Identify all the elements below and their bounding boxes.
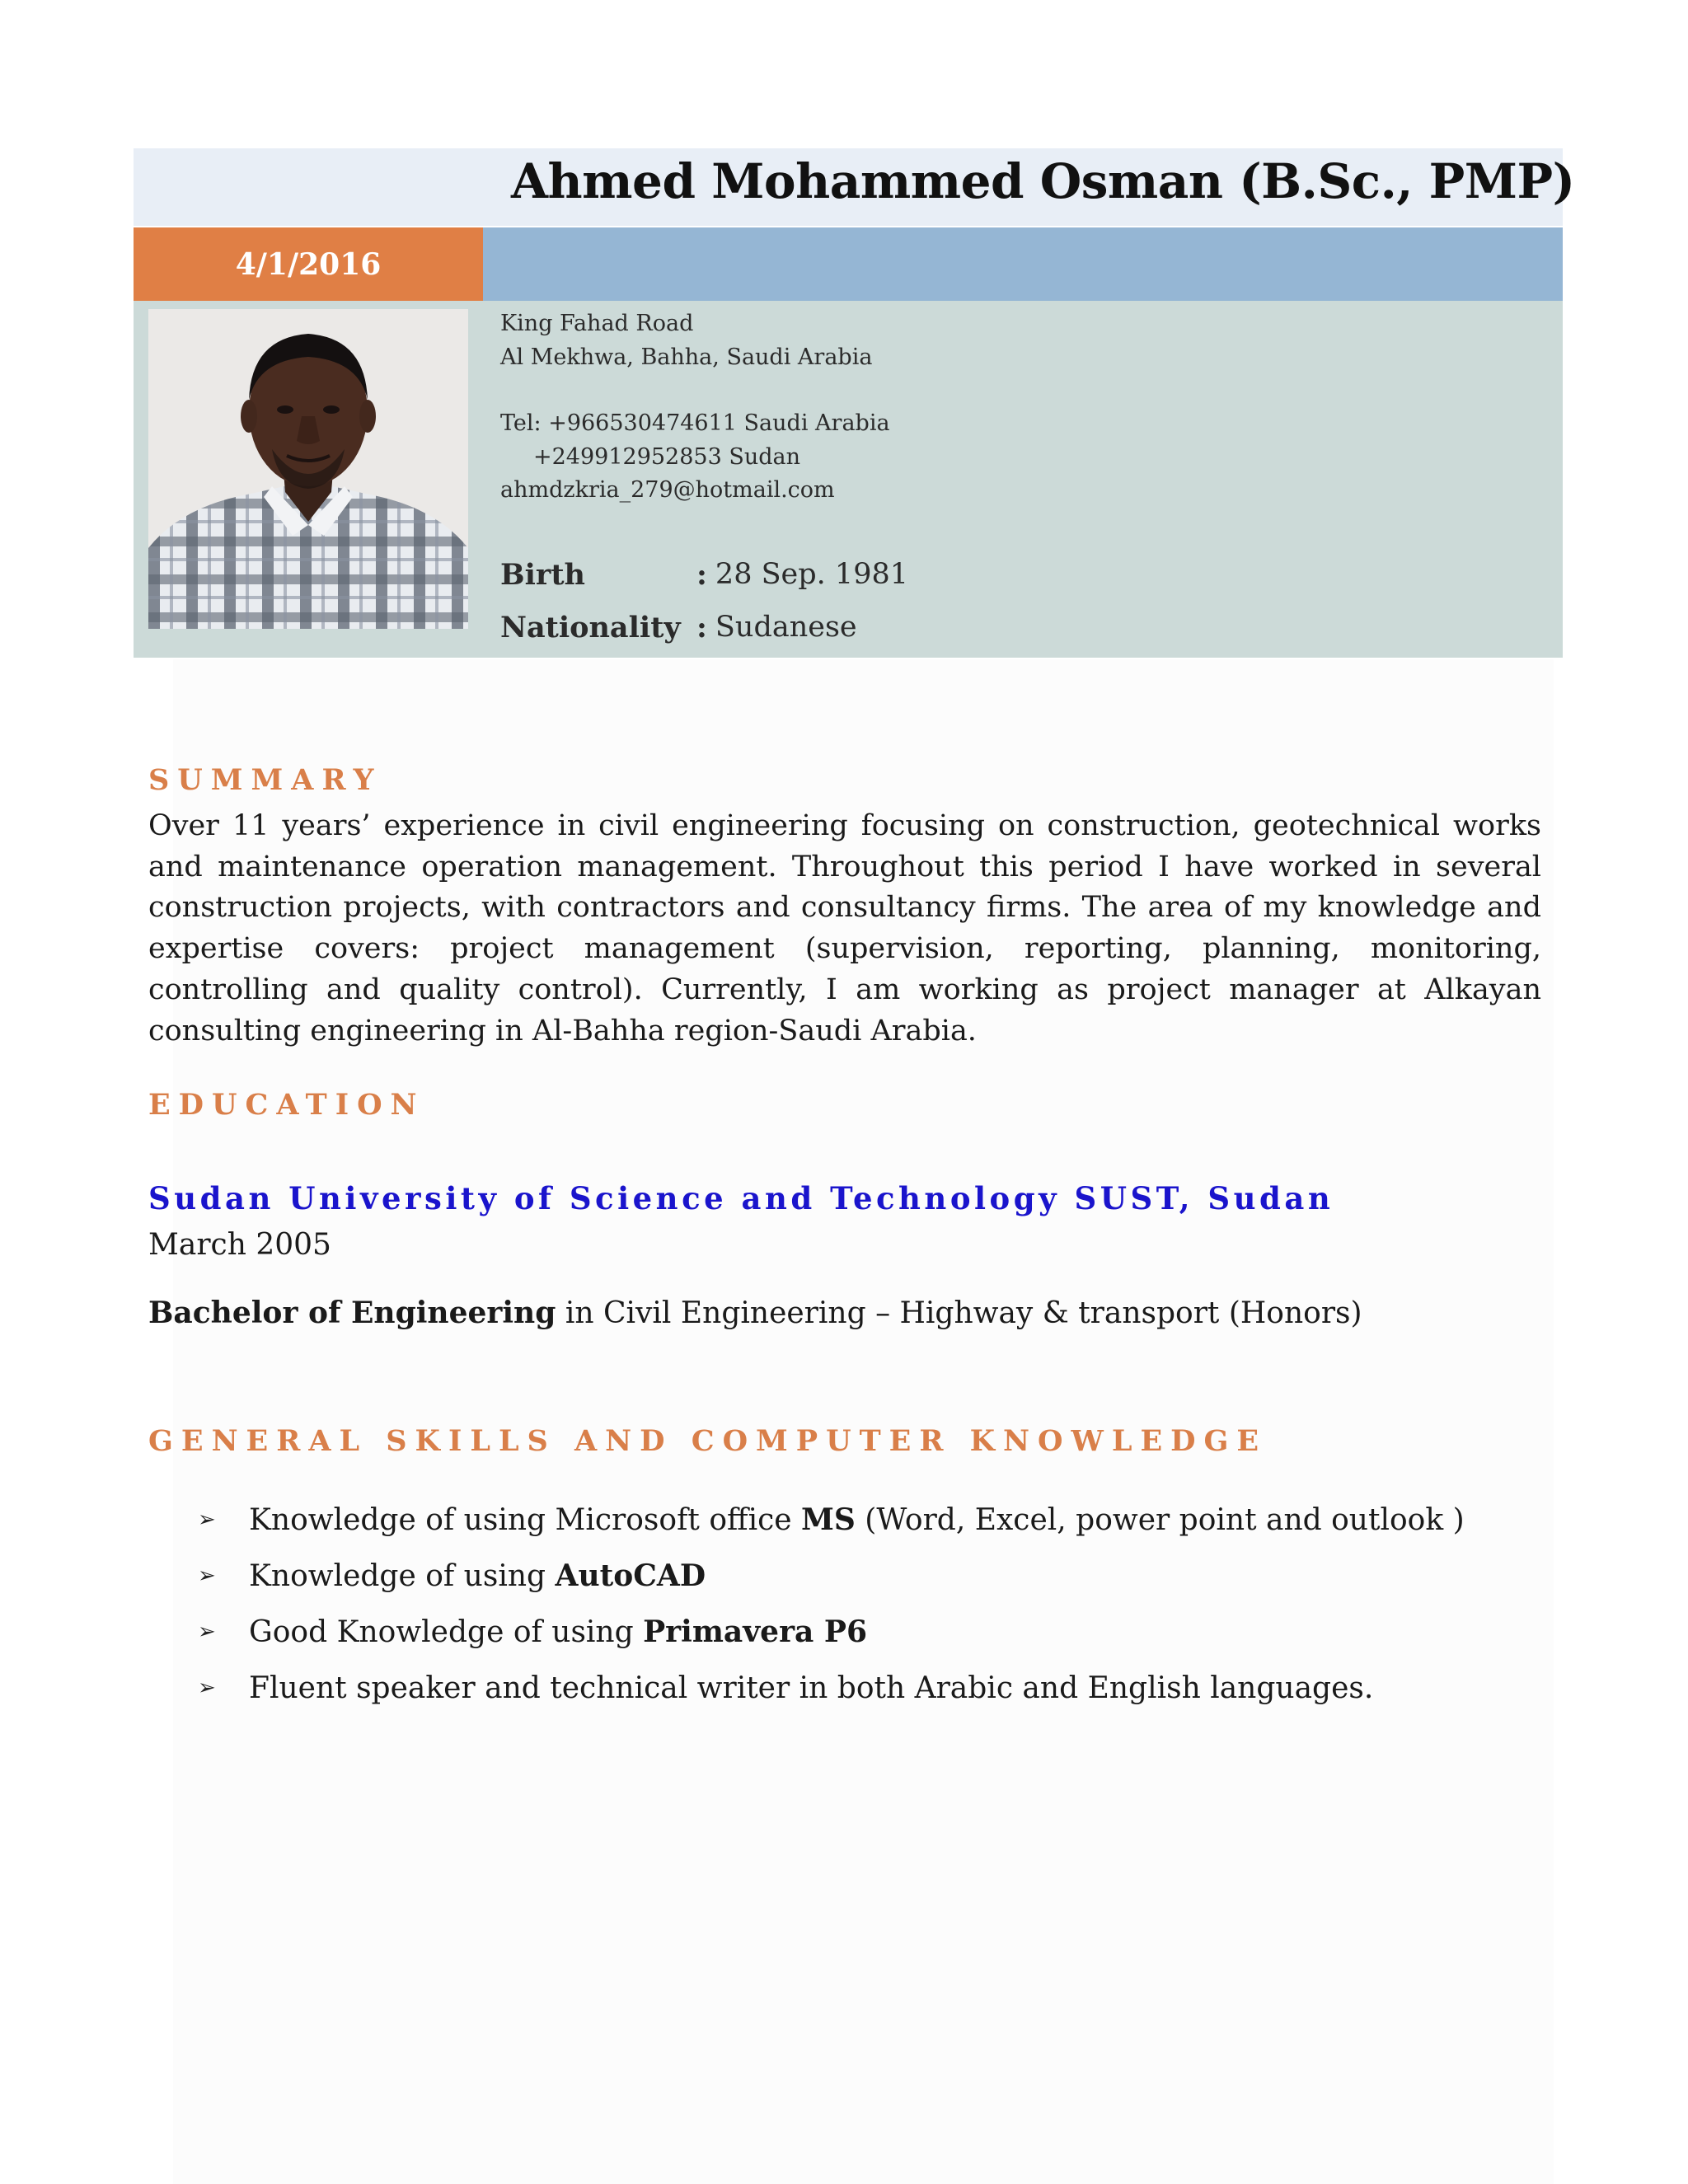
arrow-bullet-icon: ➢ (198, 1563, 216, 1588)
fact-value: Sudanese (715, 611, 857, 644)
email-link[interactable]: ahmdzkria_279@hotmail.com (500, 477, 835, 503)
address-line-2: Al Mekhwa, Bahha, Saudi Arabia (500, 344, 873, 370)
phone-line-1: Tel: +966530474611 Saudi Arabia (500, 410, 890, 436)
summary-heading: SUMMARY (148, 763, 382, 797)
fact-row-birth: Birth : 28 Sep. 1981 (500, 557, 909, 592)
summary-text: Over 11 years’ experience in civil engineering focusing on construction, geotechnical works and maintenance operation management. Throughout this period I have worked in several construction projects, with contractors and consultancy firms. The area of my knowledge and expertise covers: project management (supervision, reporting, planning, monitoring, controlling and quality control). Currently, I am working as project manager at Alkayan consulting engineering in Al-Bahha region-Saudi Arabia. (148, 809, 1541, 1047)
fact-label: Nationality (500, 610, 681, 644)
date-badge: 4/1/2016 (134, 227, 483, 301)
degree-detail: in Civil Engineering – Highway & transport (Honors) (556, 1296, 1362, 1330)
fact-value: 28 Sep. 1981 (715, 558, 909, 591)
list-item: ➢ Knowledge of using Microsoft office MS (Word, Excel, power point and outlook ) (198, 1502, 1465, 1537)
skills-heading: GENERAL SKILLS AND COMPUTER KNOWLEDGE (148, 1424, 1268, 1458)
address-line-1: King Fahad Road (500, 311, 694, 336)
degree-title: Bachelor of Engineering (148, 1296, 556, 1330)
person-name: Ahmed Mohammed Osman (B.Sc., PMP) (511, 153, 1575, 209)
header-accent-bar (483, 227, 1563, 301)
fact-label: Birth (500, 557, 585, 592)
list-item: ➢ Good Knowledge of using Primavera P6 (198, 1615, 868, 1649)
skills-list (198, 1492, 1465, 1716)
portrait-image (148, 309, 468, 629)
phone-line-2: +249912952853 Sudan (533, 443, 800, 470)
fact-row-nationality: Nationality : Sudanese (500, 610, 857, 644)
contact-block (500, 307, 890, 508)
list-item: ➢ Knowledge of using AutoCAD (198, 1558, 706, 1593)
degree-line (148, 1296, 1362, 1330)
personal-facts (500, 548, 908, 654)
graduation-date: March 2005 (148, 1228, 331, 1262)
education-heading: EDUCATION (148, 1088, 425, 1122)
arrow-bullet-icon: ➢ (198, 1507, 216, 1532)
arrow-bullet-icon: ➢ (198, 1675, 216, 1700)
profile-photo (148, 309, 468, 629)
list-item: ➢ Fluent speaker and technical writer in both Arabic and English languages. (198, 1671, 1374, 1705)
arrow-bullet-icon: ➢ (198, 1619, 216, 1644)
university-name: Sudan University of Science and Technology SUST, Sudan (148, 1180, 1334, 1216)
